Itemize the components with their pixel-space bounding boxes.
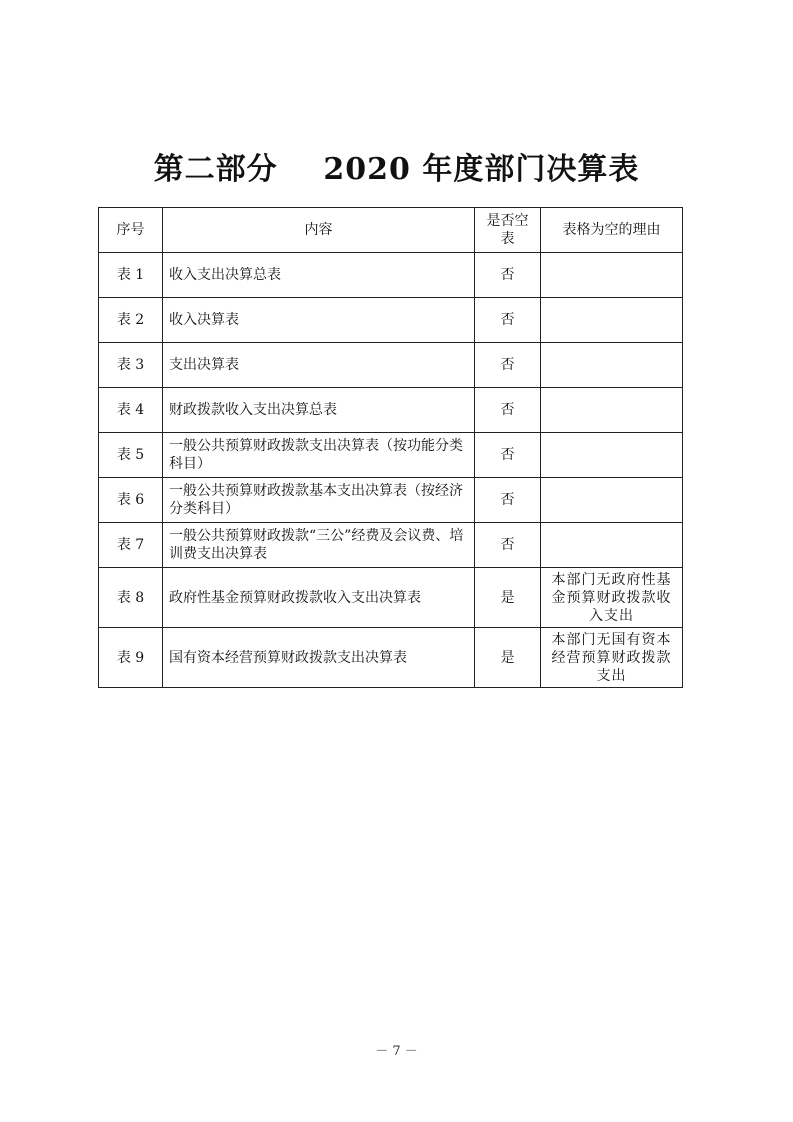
row-no: 表 7 [99,523,163,568]
row-content: 国有资本经营预算财政拨款支出决算表 [163,628,475,688]
row-no: 表 2 [99,298,163,343]
row-reason [541,298,683,343]
row-reason [541,478,683,523]
row-no: 表 4 [99,388,163,433]
row-is-empty: 否 [475,478,541,523]
row-no: 表 3 [99,343,163,388]
table-row [99,628,683,688]
header-reason: 表格为空的理由 [541,208,683,253]
row-is-empty: 否 [475,253,541,298]
row-content: 收入支出决算总表 [163,253,475,298]
budget-tables-index [98,207,683,688]
row-is-empty: 是 [475,628,541,688]
row-reason [541,523,683,568]
row-no: 表 5 [99,433,163,478]
table-row [99,568,683,628]
row-no: 表 1 [99,253,163,298]
row-content: 一般公共预算财政拨款“三公”经费及会议费、培训费支出决算表 [163,523,475,568]
table-row [99,523,683,568]
header-content: 内容 [163,208,475,253]
row-content: 政府性基金预算财政拨款收入支出决算表 [163,568,475,628]
row-reason [541,343,683,388]
row-reason [541,253,683,298]
row-is-empty: 否 [475,343,541,388]
row-no: 表 9 [99,628,163,688]
header-no: 序号 [99,208,163,253]
row-reason [541,388,683,433]
row-is-empty: 否 [475,388,541,433]
row-reason [541,433,683,478]
row-content: 一般公共预算财政拨款基本支出决算表（按经济分类科目） [163,478,475,523]
header-is-empty: 是否空表 [475,208,541,253]
table-row [99,388,683,433]
table-row [99,478,683,523]
page-number: － 7 － [375,1044,418,1059]
page-title: 第二部分 2020 年度部门决算表 [153,152,640,187]
row-reason: 本部门无国有资本经营预算财政拨款支出 [541,628,683,688]
row-reason: 本部门无政府性基金预算财政拨款收入支出 [541,568,683,628]
row-content: 支出决算表 [163,343,475,388]
row-is-empty: 否 [475,523,541,568]
table-header-row [99,208,683,253]
table-row [99,433,683,478]
row-is-empty: 否 [475,433,541,478]
row-content: 财政拨款收入支出决算总表 [163,388,475,433]
row-content: 收入决算表 [163,298,475,343]
table-row [99,298,683,343]
row-is-empty: 是 [475,568,541,628]
row-no: 表 8 [99,568,163,628]
table-row [99,253,683,298]
row-content: 一般公共预算财政拨款支出决算表（按功能分类科目） [163,433,475,478]
table-row [99,343,683,388]
row-no: 表 6 [99,478,163,523]
row-is-empty: 否 [475,298,541,343]
